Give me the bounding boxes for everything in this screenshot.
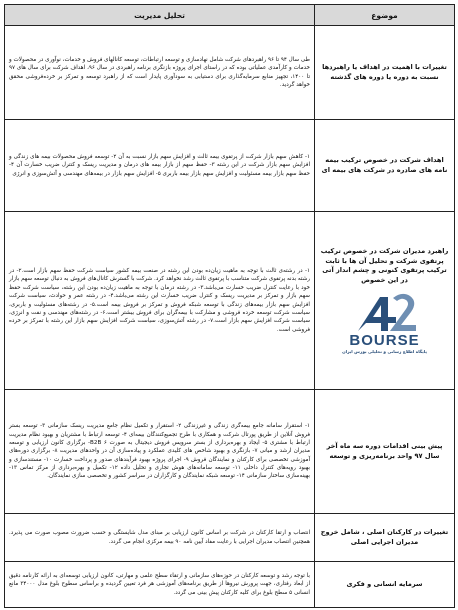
row-analysis: ۱- کاهش سهم بازار شرکت از پرتفوی بیمه ثالث و افزایش سهم بازار نسبت به آن ۲- توسعه فروش محصولات بیمه های زندگی و افزایش سهم بازار شرکت در این رشته ۳- حفظ سهم از بازار بیمه های درمان و مدیریت ریسک و کنترل ضریب خسارت آن ۴- حفظ سهم بازار بیمه مسئولیت و افزایش سهم بازار بیمه باربری ۵- افزایش سهم بازار در بیمه‌های مهندسی و آتش‌سوزی و انرژی [5, 120, 315, 212]
row-analysis: با توجه رشد و توسعه کارکنان در حوزه‌های سازمانی و ارتقاء سطح علمی و مهارتی، کانون ارزیابی توسعه‌ای به ارائه کارنامه دقیق از ابعاد رفتاری، جهت پرورش نیروها از طریق برنامه‌های آموزشی هر فرد تعیین گردیده و براساس سطوح بلوغ مدل ۳۴۰۰۰ مانع انسانی ۵ سطح بلوغ برای کلیه کارکنان پیش بینی می گردد. [5, 562, 315, 608]
table-row [5, 514, 455, 562]
row-topic: تغییرات در کارکنان اصلی ، شامل خروج مدیران اجرایی اصلی [315, 514, 455, 562]
header-analysis: تحلیل مدیریت [5, 5, 315, 26]
row-topic: سرمایه انسانی و فکری [315, 562, 455, 608]
row-topic: اهداف شرکت در خصوص ترکیب بیمه نامه های صادره در شرکت های بیمه ای [315, 120, 455, 212]
table-row [5, 212, 455, 390]
table-row [5, 26, 455, 120]
logo-subtitle: پایگاه اطلاع رسانی و تحلیلی بورس ایران [342, 348, 427, 354]
row-topic: تغییرات با اهمیت در اهداف یا راهبردها نسبت به دوره یا دوره های گذشته [315, 26, 455, 120]
row-analysis: ۱- استقرار سامانه جامع بیمه‌گری زندگی و غیرزندگی ۲- استقرار و تکمیل نظام جامع مدیریت ریسک سازمانی ۳- توسعه بستر فروش آنلاین از طریق پورتال شرکت و همکاری با طرح تجمیع‌کنندگان بیمه‌ای ۴- توسعه ارتباط با مشتریان و بهبود نظام مدیریت ارتباط با مشتری ۵- ایجاد و بهره‌برداری از بستر سرویس فروش دیجیتال به صورت B2B ۶- برگزاری کانون ارزیابی و توسعه مدیران ارشد و میانی ۷- بازنگری و بهبود شاخص های کلیدی عملکرد و پیاده‌سازی آن در واحدهای مدیریت ۸- برگزاری دوره‌های آموزشی تخصصی برای کارکنان و نمایندگان فروش ۹- اجرای پروژه بهبود فرآیندهای صدور و پرداخت خسارت ۱۰- مستندسازی و بهبود رویه‌های کنترل داخلی ۱۱- توسعه سامانه‌های هوش تجاری و تحلیل داده ۱۲- تکمیل و بهره‌برداری از مرکز تماس ۱۳- بهینه‌سازی ساختار سازمانی ۱۴- توسعه شبکه نمایندگان و کارگزاران در سراسر کشور و تخصصی سازی نمایندگان. [5, 390, 315, 514]
header-topic: موضوع [315, 5, 455, 26]
row-topic [315, 212, 455, 390]
logo-wordmark: BOURSE [349, 331, 420, 349]
bourse-logo [326, 291, 444, 354]
row-analysis: ۱- در رشته‌ی ثالث با توجه به ماهیت زیان‌ده بودن این رشته در صنعت بیمه کشور سیاست شرکت حفظ سهم بازار است.۲- در رشته بدنه پرتفوی شرکت متناسب با پرتفوی ثالث رشد نخواهد کرد. شرکت با گسترش کانال‌های فروش به دنبال توسعه سهم بازار خود با رعایت کنترل ضریب خسارت می‌باشد.۳- در رشته درمان با توجه به ماهیت زیان‌ده بودن این رشته، سیاست شرکت حفظ سهم بازار و تمرکز بر مدیریت ریسک و کنترل ضریب خسارت این رشته می‌باشد.۴- در رشته عمر و حوادث، سیاست شرکت افزایش سهم بازار بیمه‌های زندگی با توسعه شبکه فروش و تمرکز بر فروش بیمه است.۵- در رشته‌های مسئولیت و باربری، سیاست شرکت توسعه خرده فروشی و مشارکت با بیمه‌گران برای فروش بیشتر است.۶- در رشته‌های مهندسی و نفت و انرژی، سیاست شرکت افزایش سهم بازار است.۷- در رشته آتش‌سوزی، سیاست شرکت افزایش سهم بازار این رشته با تمرکز بر خرده فروشی است. [5, 212, 315, 390]
row-analysis: طی سال ۹۴ تا ۹۶ راهبردهای شرکت شامل نهادسازی و توسعه ارتباطات، توسعه کانالهای فروش و خدمات، نوآوری در محصولات و خدمات و کارآمدی عملیاتی بوده که در راستای اجرای پروژه بازنگری برنامه راهبردی در سال ۹۶، اهداف شرکت برای سال های ۹۷ تا ۱۴۰۰، تجهیز منابع سرمایه‌گذاری برای دستیابی به سودآوری پایدار است که از راهبرد توسعه و تمرکز بر خرده‌فروشی محقق خواهد گردید. [5, 26, 315, 120]
management-analysis-table [4, 4, 455, 608]
row-analysis: انتصاب و ارتقا کارکنان در شرکت بر اساس کانون ارزیابی بر مبنای مدل شایستگی و حسب ضرورت مصوب صورت می پذیرد. همچنین انتصاب مدیران اجرایی با رعایت مفاد آیین نامه ۹۰ بیمه مرکزی انجام می گردد. [5, 514, 315, 562]
row-topic: پیش بینی اقدامات دوره سه ماه آخر سال ۹۷ واحد برنامه‌ریزی و توسعه [315, 390, 455, 514]
table-header-row [5, 5, 455, 26]
row-topic-text: راهبرد مدیران شرکت در خصوص ترکیب پرتفوی شرکت و تحلیل آن ها با ثابت ترکیب پرتفوی کنونی و چشم انداز آتی در این خصوص [320, 247, 449, 285]
bourse-24-emblem-icon [350, 291, 420, 337]
table-row [5, 562, 455, 608]
table-row [5, 120, 455, 212]
table-row [5, 390, 455, 514]
